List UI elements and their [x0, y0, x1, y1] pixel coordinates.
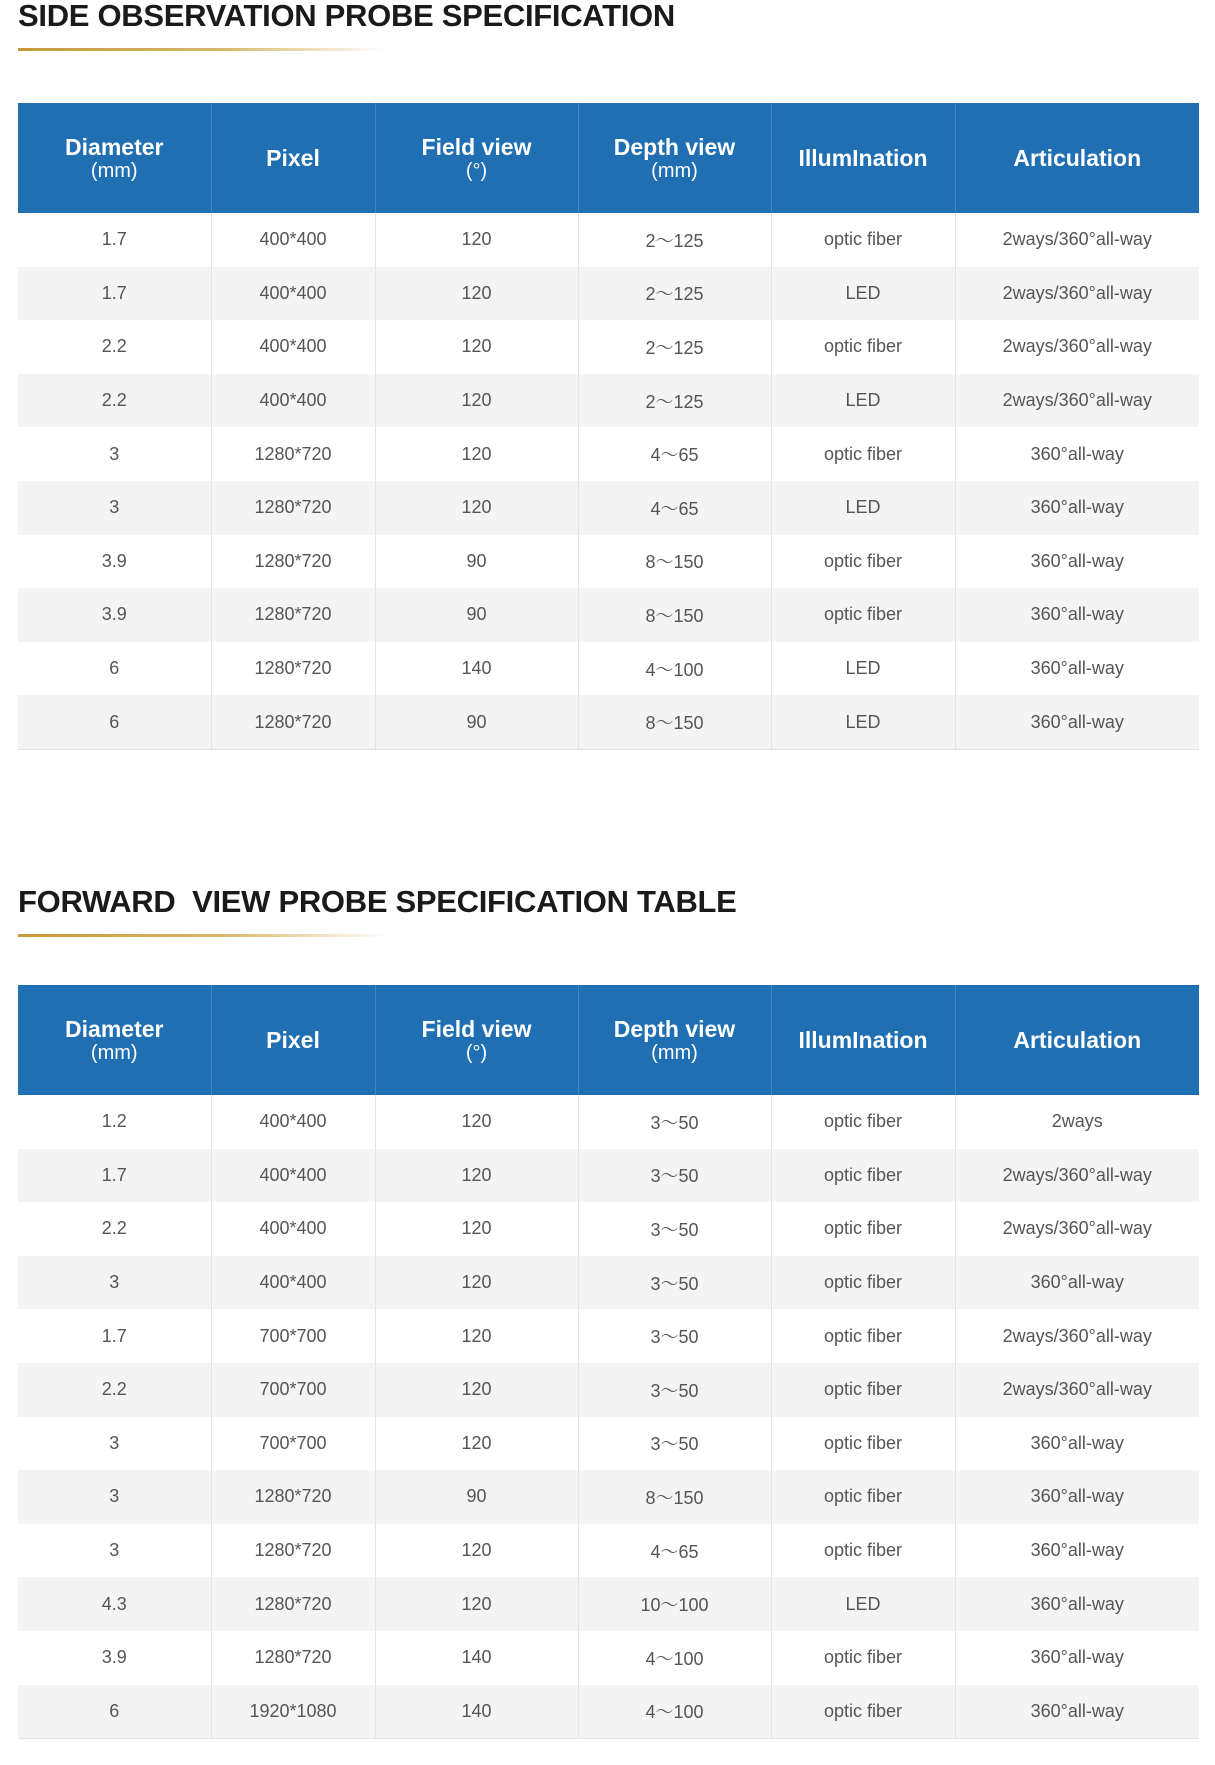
- header-unit: (°): [465, 1041, 488, 1064]
- articulation-cell: 2ways/360°all-way: [955, 1149, 1199, 1203]
- articulation-cell: 360°all-way: [955, 695, 1199, 749]
- header-label: Diameter: [65, 133, 164, 160]
- diameter-cell: 3: [18, 1470, 211, 1524]
- depth-view-cell: 2～125: [578, 374, 771, 428]
- diameter-cell: 6: [18, 695, 211, 749]
- articulation-cell: 360°all-way: [955, 1685, 1199, 1739]
- diameter-cell: 6: [18, 642, 211, 696]
- field-view-cell: 120: [375, 1524, 578, 1578]
- illumination-cell: optic fiber: [771, 1363, 955, 1417]
- field-view-cell: 120: [375, 1202, 578, 1256]
- diameter-cell: 4.3: [18, 1577, 211, 1631]
- field-view-cell: 140: [375, 1631, 578, 1685]
- articulation-cell: 360°all-way: [955, 481, 1199, 535]
- pixel-cell: 1280*720: [211, 1577, 375, 1631]
- articulation-cell: 2ways/360°all-way: [955, 1309, 1199, 1363]
- table-row: [18, 374, 1199, 428]
- diameter-cell: 1.2: [18, 1095, 211, 1149]
- depth-view-cell: 3～50: [578, 1202, 771, 1256]
- diameter-cell: 3: [18, 1417, 211, 1471]
- illumination-cell: optic fiber: [771, 535, 955, 589]
- header-illumination: [771, 985, 955, 1095]
- pixel-cell: 700*700: [211, 1309, 375, 1363]
- articulation-cell: 360°all-way: [955, 1524, 1199, 1578]
- header-label: Field view: [421, 133, 532, 160]
- depth-view-cell: 8～150: [578, 588, 771, 642]
- header-label: Pixel: [266, 144, 320, 171]
- diameter-cell: 6: [18, 1685, 211, 1739]
- articulation-cell: 360°all-way: [955, 1577, 1199, 1631]
- header-diameter: [18, 985, 211, 1095]
- depth-view-cell: 4～65: [578, 1524, 771, 1578]
- illumination-cell: optic fiber: [771, 1309, 955, 1363]
- table-row: [18, 427, 1199, 481]
- pixel-cell: 400*400: [211, 1202, 375, 1256]
- section-title: SIDE OBSERVATION PROBE SPECIFICATION: [18, 0, 675, 33]
- header-label: Field view: [421, 1015, 532, 1042]
- table-body: [18, 1095, 1199, 1739]
- diameter-cell: 2.2: [18, 1202, 211, 1256]
- field-view-cell: 120: [375, 1577, 578, 1631]
- articulation-cell: 2ways/360°all-way: [955, 1202, 1199, 1256]
- diameter-cell: 3: [18, 1256, 211, 1310]
- pixel-cell: 400*400: [211, 1256, 375, 1310]
- table-row: [18, 1149, 1199, 1203]
- pixel-cell: 400*400: [211, 1149, 375, 1203]
- pixel-cell: 1280*720: [211, 535, 375, 589]
- table-row: [18, 1685, 1199, 1739]
- header-label: Articulation: [1013, 1026, 1142, 1053]
- illumination-cell: LED: [771, 1577, 955, 1631]
- diameter-cell: 3.9: [18, 535, 211, 589]
- header-unit: (mm): [651, 1041, 698, 1064]
- illumination-cell: optic fiber: [771, 1631, 955, 1685]
- illumination-cell: optic fiber: [771, 213, 955, 267]
- table-row: [18, 1524, 1199, 1578]
- articulation-cell: 2ways/360°all-way: [955, 374, 1199, 428]
- illumination-cell: optic fiber: [771, 1685, 955, 1739]
- articulation-cell: 2ways/360°all-way: [955, 213, 1199, 267]
- header-label: IllumInation: [798, 1026, 928, 1053]
- diameter-cell: 3: [18, 427, 211, 481]
- field-view-cell: 120: [375, 1417, 578, 1471]
- header-unit: (mm): [90, 1041, 138, 1064]
- illumination-cell: LED: [771, 481, 955, 535]
- diameter-cell: 1.7: [18, 1149, 211, 1203]
- diameter-cell: 3: [18, 481, 211, 535]
- header-label: Diameter: [65, 1015, 164, 1042]
- table-header: [18, 103, 1199, 213]
- illumination-cell: LED: [771, 695, 955, 749]
- table-row: [18, 267, 1199, 321]
- depth-view-cell: 2～125: [578, 267, 771, 321]
- side-observation-table: [18, 103, 1199, 750]
- illumination-cell: optic fiber: [771, 427, 955, 481]
- header-unit: (mm): [90, 159, 138, 182]
- table-row: [18, 1577, 1199, 1631]
- illumination-cell: optic fiber: [771, 1417, 955, 1471]
- title-underline: [18, 934, 388, 937]
- diameter-cell: 2.2: [18, 320, 211, 374]
- depth-view-cell: 3～50: [578, 1149, 771, 1203]
- pixel-cell: 400*400: [211, 320, 375, 374]
- depth-view-cell: 8～150: [578, 695, 771, 749]
- articulation-cell: 360°all-way: [955, 642, 1199, 696]
- depth-view-cell: 4～65: [578, 481, 771, 535]
- illumination-cell: optic fiber: [771, 1524, 955, 1578]
- table-row: [18, 1309, 1199, 1363]
- header-field-view: [375, 985, 578, 1095]
- pixel-cell: 400*400: [211, 267, 375, 321]
- header-label: IllumInation: [798, 144, 928, 171]
- forward-view-section: [18, 884, 1199, 1739]
- table-row: [18, 642, 1199, 696]
- pixel-cell: 1280*720: [211, 1470, 375, 1524]
- pixel-cell: 1280*720: [211, 1524, 375, 1578]
- header-unit: (°): [465, 159, 488, 182]
- table-row: [18, 320, 1199, 374]
- header-depth-view: [578, 985, 771, 1095]
- articulation-cell: 360°all-way: [955, 1256, 1199, 1310]
- header-field-view: [375, 103, 578, 213]
- field-view-cell: 120: [375, 1309, 578, 1363]
- table-body: [18, 213, 1199, 749]
- header-illumination: [771, 103, 955, 213]
- table-row: [18, 695, 1199, 749]
- header-row: [18, 103, 1199, 213]
- field-view-cell: 120: [375, 1256, 578, 1310]
- depth-view-cell: 8～150: [578, 535, 771, 589]
- header-label: Depth view: [613, 1015, 736, 1042]
- title-underline: [18, 48, 388, 51]
- field-view-cell: 120: [375, 481, 578, 535]
- articulation-cell: 2ways: [955, 1095, 1199, 1149]
- table-row: [18, 1256, 1199, 1310]
- depth-view-cell: 2～125: [578, 213, 771, 267]
- articulation-cell: 360°all-way: [955, 427, 1199, 481]
- header-row: [18, 985, 1199, 1095]
- diameter-cell: 1.7: [18, 267, 211, 321]
- depth-view-cell: 3～50: [578, 1309, 771, 1363]
- diameter-cell: 1.7: [18, 213, 211, 267]
- pixel-cell: 1280*720: [211, 588, 375, 642]
- diameter-cell: 3: [18, 1524, 211, 1578]
- pixel-cell: 700*700: [211, 1363, 375, 1417]
- pixel-cell: 400*400: [211, 213, 375, 267]
- depth-view-cell: 4～100: [578, 642, 771, 696]
- pixel-cell: 1280*720: [211, 642, 375, 696]
- table-row: [18, 481, 1199, 535]
- field-view-cell: 120: [375, 1149, 578, 1203]
- field-view-cell: 120: [375, 213, 578, 267]
- articulation-cell: 2ways/360°all-way: [955, 320, 1199, 374]
- table-row: [18, 1363, 1199, 1417]
- field-view-cell: 120: [375, 427, 578, 481]
- table-row: [18, 1202, 1199, 1256]
- articulation-cell: 2ways/360°all-way: [955, 267, 1199, 321]
- diameter-cell: 3.9: [18, 588, 211, 642]
- pixel-cell: 400*400: [211, 374, 375, 428]
- illumination-cell: optic fiber: [771, 1095, 955, 1149]
- pixel-cell: 1920*1080: [211, 1685, 375, 1739]
- illumination-cell: LED: [771, 267, 955, 321]
- diameter-cell: 2.2: [18, 1363, 211, 1417]
- header-label: Depth view: [613, 133, 736, 160]
- depth-view-cell: 3～50: [578, 1417, 771, 1471]
- table-row: [18, 535, 1199, 589]
- pixel-cell: 1280*720: [211, 1631, 375, 1685]
- illumination-cell: optic fiber: [771, 1202, 955, 1256]
- field-view-cell: 140: [375, 642, 578, 696]
- header-depth-view: [578, 103, 771, 213]
- table-header: [18, 985, 1199, 1095]
- illumination-cell: LED: [771, 642, 955, 696]
- header-articulation: [955, 103, 1199, 213]
- articulation-cell: 360°all-way: [955, 1470, 1199, 1524]
- diameter-cell: 2.2: [18, 374, 211, 428]
- field-view-cell: 120: [375, 1095, 578, 1149]
- field-view-cell: 120: [375, 1363, 578, 1417]
- depth-view-cell: 8～150: [578, 1470, 771, 1524]
- diameter-cell: 3.9: [18, 1631, 211, 1685]
- header-unit: (mm): [651, 159, 698, 182]
- field-view-cell: 90: [375, 695, 578, 749]
- field-view-cell: 90: [375, 535, 578, 589]
- table-row: [18, 1095, 1199, 1149]
- forward-view-table: [18, 985, 1199, 1739]
- pixel-cell: 1280*720: [211, 695, 375, 749]
- field-view-cell: 90: [375, 588, 578, 642]
- header-pixel: [211, 985, 375, 1095]
- depth-view-cell: 3～50: [578, 1095, 771, 1149]
- illumination-cell: optic fiber: [771, 588, 955, 642]
- field-view-cell: 140: [375, 1685, 578, 1739]
- depth-view-cell: 4～100: [578, 1631, 771, 1685]
- section-title: FORWARD VIEW PROBE SPECIFICATION TABLE: [18, 884, 737, 919]
- illumination-cell: LED: [771, 374, 955, 428]
- field-view-cell: 90: [375, 1470, 578, 1524]
- header-diameter: [18, 103, 211, 213]
- depth-view-cell: 4～100: [578, 1685, 771, 1739]
- depth-view-cell: 10～100: [578, 1577, 771, 1631]
- depth-view-cell: 4～65: [578, 427, 771, 481]
- articulation-cell: 360°all-way: [955, 1417, 1199, 1471]
- depth-view-cell: 2～125: [578, 320, 771, 374]
- header-label: Articulation: [1013, 144, 1142, 171]
- pixel-cell: 400*400: [211, 1095, 375, 1149]
- side-observation-section: [18, 0, 1199, 750]
- header-articulation: [955, 985, 1199, 1095]
- table-row: [18, 213, 1199, 267]
- illumination-cell: optic fiber: [771, 1149, 955, 1203]
- field-view-cell: 120: [375, 320, 578, 374]
- table-row: [18, 1470, 1199, 1524]
- articulation-cell: 360°all-way: [955, 588, 1199, 642]
- field-view-cell: 120: [375, 374, 578, 428]
- depth-view-cell: 3～50: [578, 1363, 771, 1417]
- pixel-cell: 1280*720: [211, 481, 375, 535]
- diameter-cell: 1.7: [18, 1309, 211, 1363]
- field-view-cell: 120: [375, 267, 578, 321]
- table-row: [18, 1631, 1199, 1685]
- illumination-cell: optic fiber: [771, 1470, 955, 1524]
- table-row: [18, 588, 1199, 642]
- pixel-cell: 700*700: [211, 1417, 375, 1471]
- illumination-cell: optic fiber: [771, 1256, 955, 1310]
- table-row: [18, 1417, 1199, 1471]
- articulation-cell: 360°all-way: [955, 1631, 1199, 1685]
- depth-view-cell: 3～50: [578, 1256, 771, 1310]
- header-pixel: [211, 103, 375, 213]
- illumination-cell: optic fiber: [771, 320, 955, 374]
- articulation-cell: 2ways/360°all-way: [955, 1363, 1199, 1417]
- articulation-cell: 360°all-way: [955, 535, 1199, 589]
- pixel-cell: 1280*720: [211, 427, 375, 481]
- header-label: Pixel: [266, 1026, 320, 1053]
